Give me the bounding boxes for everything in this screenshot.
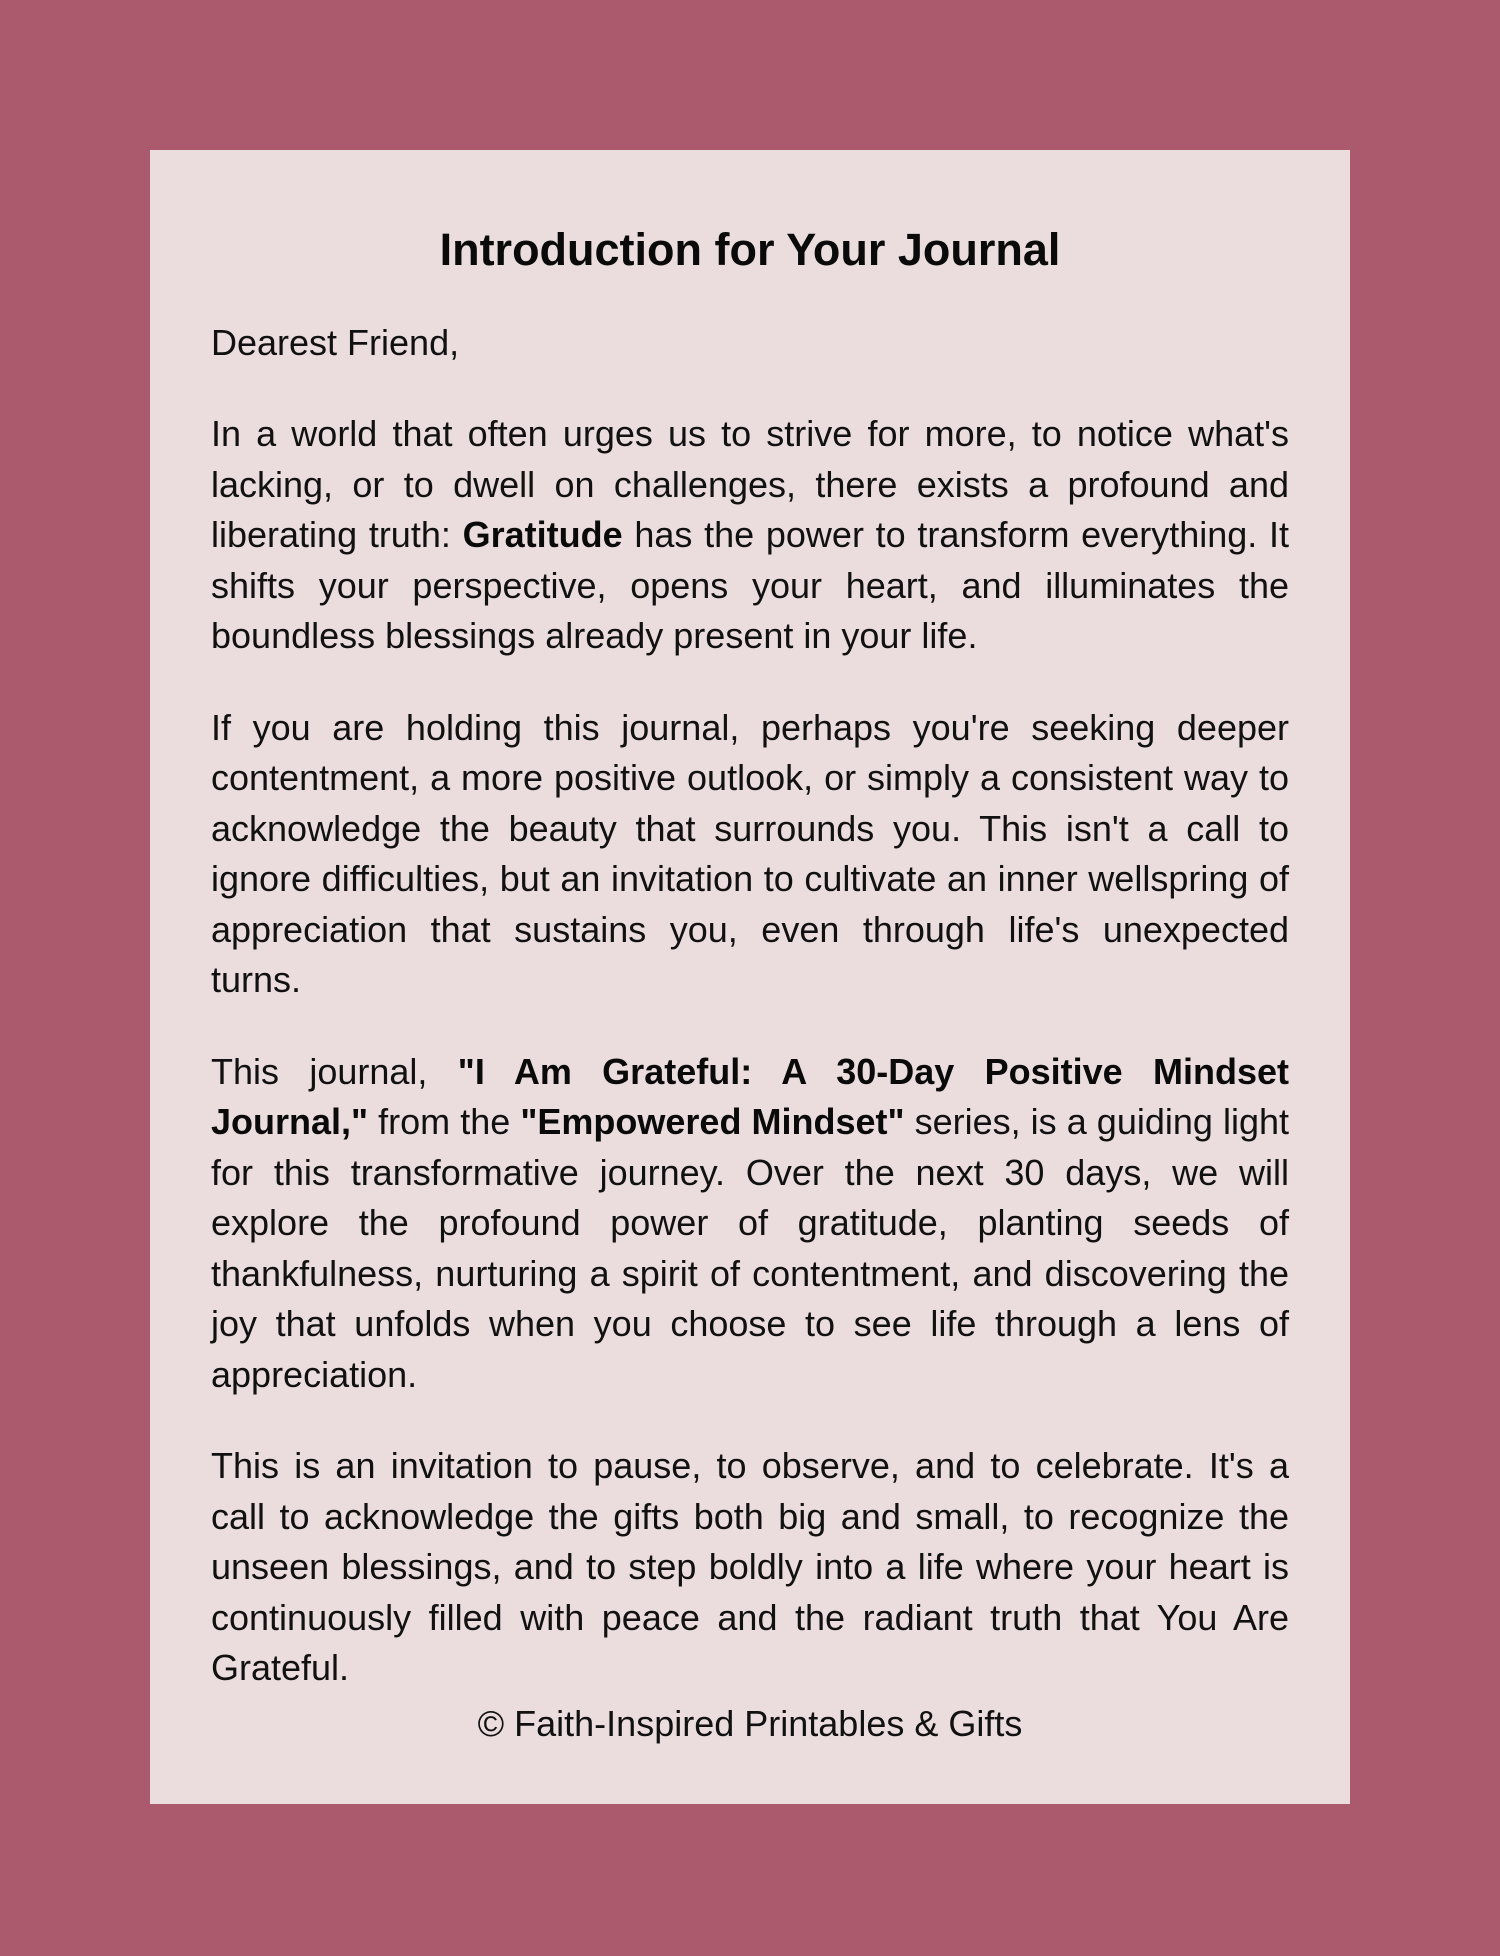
paragraph-gratitude-intro [211, 409, 1289, 662]
paragraph-holding-journal: If you are holding this journal, perhaps you're seeking deeper contentment, a more positive outlook, or simply a consistent way to acknowledge the beauty that surrounds you. This isn't a call to ignore difficulties, but an invitation to cultivate an inner wellspring of appreciation that sustains you, even through life's unexpected turns. [211, 706, 1289, 1000]
paragraph-text: has the power to transform everything. It shifts your perspective, opens your heart, and illuminates the boundless blessings already present in your life. [211, 514, 1289, 656]
paragraph-text: In a world that often urges us to strive for more, to notice what's lacking, or to dwell on challenges, there exists a profound and liberating truth: [211, 413, 1289, 555]
series-name-emphasis: "Empowered Mindset" [520, 1101, 905, 1142]
journal-title-emphasis: "I Am Grateful: A 30-Day Positive Mindset Journal," [211, 1050, 1289, 1142]
page-title: Introduction for Your Journal [439, 224, 1061, 275]
paragraph-journal-description [211, 1047, 1289, 1401]
journal-page-card [150, 150, 1350, 1804]
paragraph-text: from the [368, 1101, 521, 1142]
paragraph-text: This journal, [211, 1050, 458, 1092]
paragraph-text: series, is a guiding light for this transformative journey. Over the next 30 days, we will explore the profound power of gratitude, planting seeds of thankfulness, nurturing a spirit of contentment, and discovering the joy that unfolds when you choose to see life through a lens of appreciation. [211, 1101, 1289, 1395]
greeting: Dearest Friend, [211, 322, 460, 363]
paragraph-invitation: This is an invitation to pause, to observe, and to celebrate. It's a call to acknowledge the gifts both big and small, to recognize the unseen blessings, and to step boldly into a life where your heart is continuously filled with peace and the radiant truth that You Are Grateful. [211, 1445, 1289, 1688]
footer-copyright: © Faith-Inspired Printables & Gifts [477, 1702, 1023, 1744]
gratitude-emphasis: Gratitude [462, 514, 623, 555]
